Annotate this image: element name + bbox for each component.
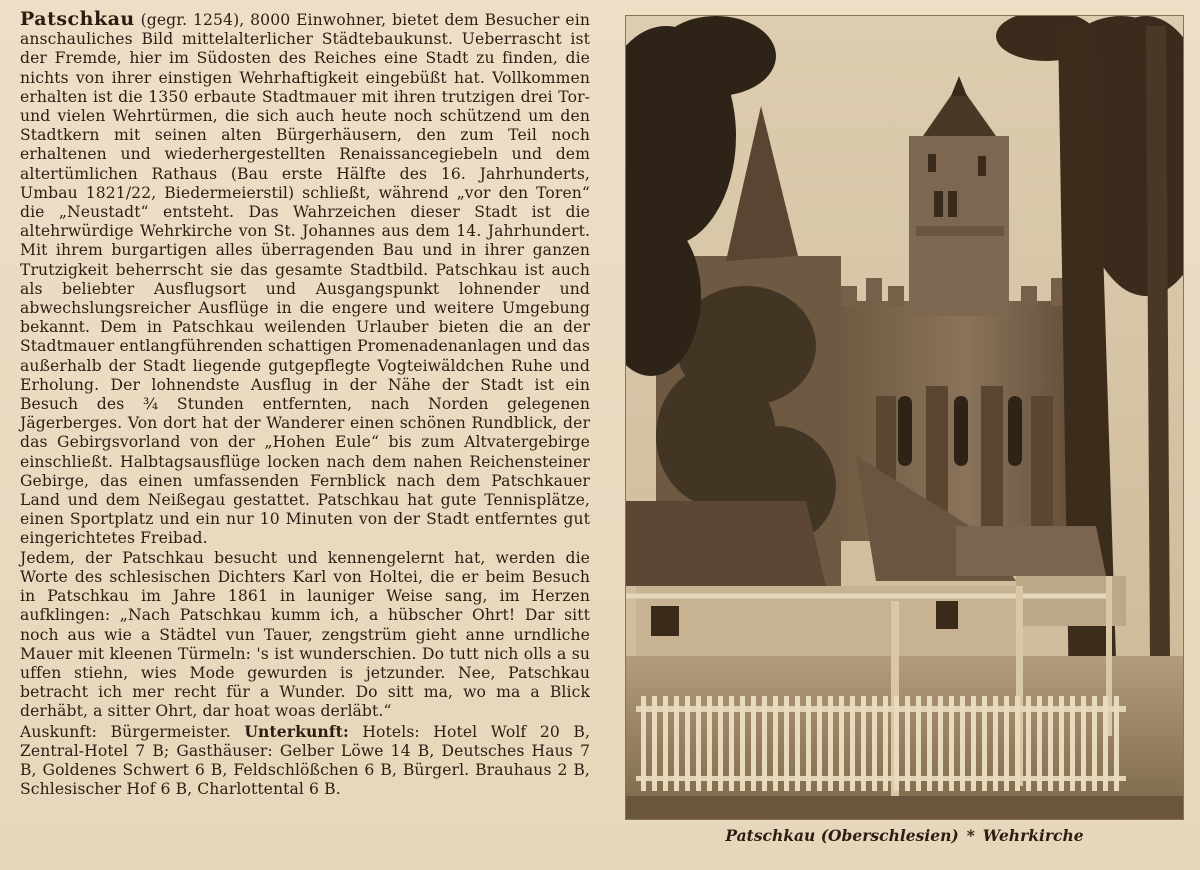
caption-subject: Wehrkirche bbox=[982, 826, 1084, 845]
lodging-value: Hotels: Hotel Wolf 20 B, Zentral-Hotel 7 B; Gasthäuser: Gelber Löwe 14 B, Deutsches Haus 7 B, Goldenes Schwert 6 B, Feldschlößchen 6 B, Bürgerl. Brauhaus 2 B, Schlesischer Hof 6 B, Charlottental 6 B. bbox=[20, 722, 590, 799]
caption-separator: * bbox=[966, 826, 975, 845]
church-photo bbox=[626, 16, 1183, 819]
info-value: Bürgermeister. bbox=[97, 722, 245, 741]
quote-paragraph: Jedem, der Patschkau besucht und kennengelernt hat, werden die Worte des schlesischen Dichters Karl von Holtei, die er beim Besuch in Patschkau im Jahre 1861 in launiger Weise sang, im Herzen aufklingen: „Nach Patschkau kumm ich, a hübscher Ohrt! Dar sitt noch aus wie a Städtel vun Tauer, zengstrüm gieht anne urndliche Mauer mit kleenen Türmeln: 's ist wunderschien. Do tutt nich olls a su uffen stiehn, wies Mode gewurden is jetzunder. Nee, Patschkau betracht ich mer recht für a Wunder. Do sitt ma, wo ma a Blick derhäbt, a sitter Ohrt, dar hoat woas derläbt.“ bbox=[20, 548, 590, 721]
caption-place: Patschkau (Oberschlesien) bbox=[725, 826, 959, 845]
article-title: Patschkau bbox=[20, 8, 135, 30]
intro-paragraph bbox=[20, 10, 590, 549]
info-label: Auskunft: bbox=[20, 722, 98, 741]
info-paragraph bbox=[20, 722, 590, 800]
lodging-label: Unterkunft: bbox=[244, 721, 349, 741]
photo-caption bbox=[626, 826, 1183, 852]
intro-text: (gegr. 1254), 8000 Einwohner, bietet dem Besucher ein anschauliches Bild mittelalterlicher Städtebaukunst. Ueberrascht ist der Fremde, hier im Südosten des Reiches eine Stadt zu finden, die nichts von ihrer einstigen Wehrhaftigkeit eingebüßt hat. Vollkommen erhalten ist die 1350 erbaute Stadtmauer mit ihren trutzigen drei Tor- und vielen Wehrtürmen, die sich auch heute noch schützend um den Stadtkern mit seinen alten Bürgerhäusern, den zum Teil noch erhaltenen und wiederhergestellten Renaissancegiebeln und dem altertümlichen Rathaus (Bau erste Hälfte des 16. Jahrhunderts, Umbau 1821/22, Biedermeierstil) schließt, während „vor den Toren“ die „Neustadt“ entsteht. Das Wahrzeichen dieser Stadt ist die altehrwürdige Wehrkirche von St. Johannes aus dem 14. Jahrhundert. Mit ihrem burgartigen alles überragenden Bau und in ihrer ganzen Trutzigkeit beherrscht sie das gesamte Stadtbild. Patschkau ist auch als beliebter Ausflugsort und Ausgangspunkt lohnender und abwechslungsreicher Ausflüge in die engere und weitere Umgebung bekannt. Dem in Patschkau weilenden Urlauber bieten die an der Stadtmauer entlangführenden schattigen Promenadenanlagen und das außerhalb der Stadt liegende gutgepflegte Vogteiwäldchen Ruhe und Erholung. Der lohnendste Ausflug in der Nähe der Stadt ist ein Besuch des ¾ Stunden entfernten, nach Norden gelegenen Jägerberges. Von dort hat der Wanderer einen schönen Rundblick, der das Gebirgsvorland von der „Hohen Eule“ bis zum Altvatergebirge einschließt. Halbtagsausflüge locken nach dem nahen Reichensteiner Gebirge, das einen umfassenden Fernblick nach dem Patschkauer Land und dem Neißegau gestattet. Patschkau hat gute Tennisplätze, einen Sportplatz und ein nur 10 Minuten von der Stadt entferntes gut eingerichtetes Freibad. bbox=[20, 11, 590, 548]
article-text-column bbox=[20, 10, 590, 865]
